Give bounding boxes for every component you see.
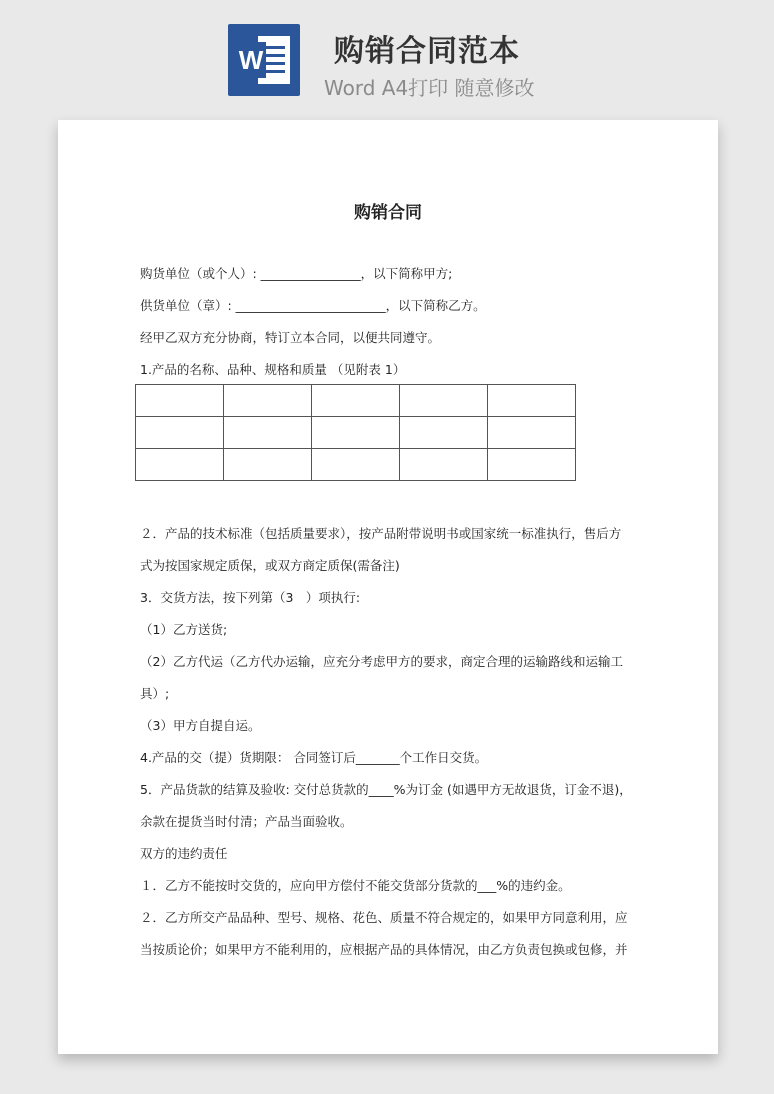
liability-heading: 双方的违约责任 [140,846,228,861]
agreement-line: 经甲乙双方充分协商，特订立本合同，以便共同遵守。 [140,330,441,345]
clause-5-line-1: 5．产品货款的结算及验收: 交付总货款的____%为订金 (如遇甲方无故退货，订金不退)， [140,782,632,797]
table-cell [136,417,224,449]
clause-2-line-1: ２．产品的技术标准（包括质量要求），按产品附带说明书或国家统一标准执行，售后方 [140,526,622,541]
table-cell [400,385,488,417]
document-title: 购销合同 [354,203,422,223]
table-cell [224,417,312,449]
table-row [136,385,576,417]
table-row [136,417,576,449]
clause-4: 4.产品的交（提）货期限： 合同签订后_______个工作日交货。 [140,750,488,765]
table-cell [312,417,400,449]
banner-subtitle: Word A4打印 随意修改 [324,76,535,100]
word-icon [228,24,300,96]
clause-3-option-2-line-2: 具）; [140,686,170,701]
clause-3-option-1: （1）乙方送货; [140,622,228,637]
banner-title: 购销合同范本 [334,34,520,69]
table-cell [136,385,224,417]
table-cell [224,385,312,417]
clause-5-line-2: 余款在提货当时付清；产品当面验收。 [140,814,353,829]
liability-2-line-2: 当按质论价；如果甲方不能利用的，应根据产品的具体情况，由乙方负责包换或包修，并 [140,942,628,957]
word-letter: W [236,42,266,78]
table-cell [488,385,576,417]
table-cell [312,385,400,417]
table-cell [400,417,488,449]
header-banner [0,0,774,110]
buyer-line: 购货单位（或个人）: ________________，以下简称甲方; [140,266,453,281]
table-cell [400,449,488,481]
table-cell [224,449,312,481]
clause-3: 3．交货方法，按下列第（3 ）项执行: [140,590,361,605]
document-page [58,120,718,1054]
clause-1: 1.产品的名称、品种、规格和质量 （见附表 1） [140,362,406,377]
table-row [136,449,576,481]
table-cell [312,449,400,481]
liability-2-line-1: ２．乙方所交产品品种、型号、规格、花色、质量不符合规定的，如果甲方同意利用，应 [140,910,628,925]
clause-3-option-3: （3）甲方自提自运。 [140,718,261,733]
table-cell [136,449,224,481]
table-cell [488,449,576,481]
table-cell [488,417,576,449]
liability-1: １．乙方不能按时交货的，应向甲方偿付不能交货部分货款的___%的违约金。 [140,878,571,893]
supplier-line: 供货单位（章）: ________________________，以下简称乙方。 [140,298,486,313]
clause-2-line-2: 式为按国家规定质保，或双方商定质保(需备注) [140,558,400,573]
product-table [135,384,576,481]
clause-3-option-2-line-1: （2）乙方代运（乙方代办运输，应充分考虑甲方的要求，商定合理的运输路线和运输工 [140,654,623,669]
